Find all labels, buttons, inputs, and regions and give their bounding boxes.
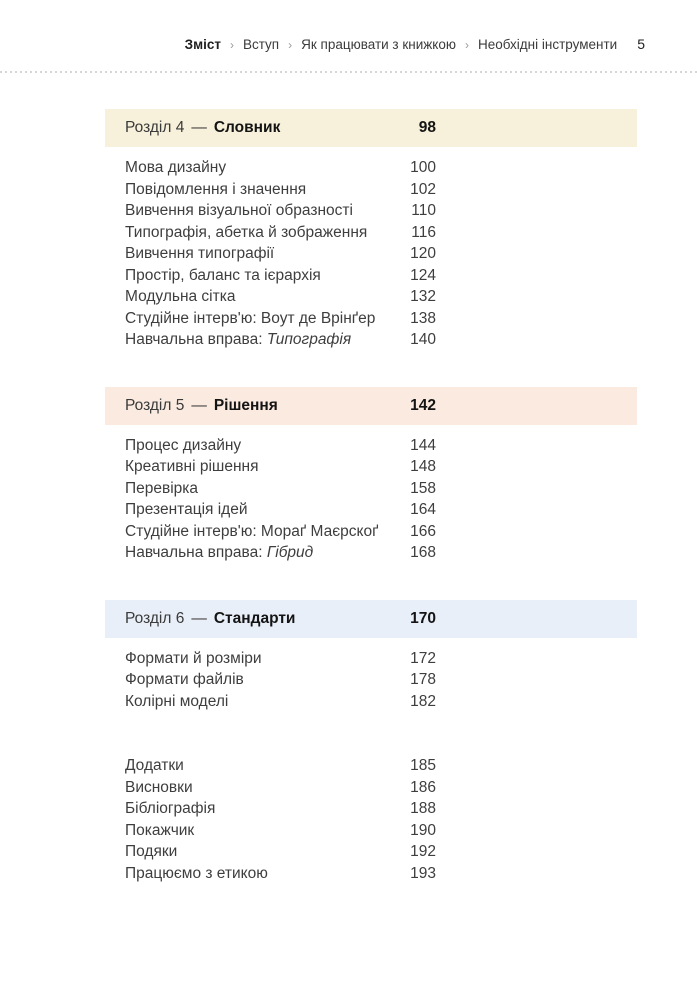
toc-item-label: Формати й розміри (125, 649, 262, 667)
section-header (105, 387, 637, 425)
toc-item-page-number: 158 (410, 479, 436, 497)
toc-item-label: Мова дизайну (125, 159, 227, 176)
toc-item-page-number: 144 (410, 436, 436, 454)
chapter-label: Розділ 5 (125, 396, 185, 414)
breadcrumb-separator-icon: › (229, 38, 234, 52)
toc-item (105, 179, 637, 201)
toc-item-page-number: 166 (410, 522, 436, 540)
toc-item-page-number: 148 (410, 458, 436, 475)
toc-item-label: Працюємо з етикою (125, 864, 268, 882)
toc-item-page-number: 186 (410, 778, 436, 796)
toc-item (105, 286, 637, 308)
dotted-divider (0, 71, 697, 73)
toc-item-label: Покажчик (125, 821, 195, 839)
breadcrumb-item: Вступ (242, 37, 280, 52)
toc-item (105, 777, 637, 799)
toc-item-page-number: 192 (410, 843, 436, 860)
chapter-title: Словник (213, 119, 281, 136)
toc-item-label: Додатки (125, 757, 184, 774)
toc-item-page-number: 100 (410, 159, 436, 176)
section-items (105, 435, 637, 564)
toc-item (105, 265, 637, 287)
chapter-page-number: 98 (418, 119, 436, 136)
toc-item-label: Вивчення типографії (125, 245, 275, 262)
toc-item-label: Модульна сітка (125, 288, 236, 305)
toc-item (105, 308, 637, 330)
toc-item-page-number: 110 (411, 202, 436, 219)
toc-item-label: Презентація ідей (125, 501, 248, 518)
toc-item-label: Студійне інтерв'ю: Мораґ Маєрскоґ (125, 522, 379, 540)
toc-item-label: Простір, баланс та ієрархія (125, 266, 321, 284)
toc-section-chapter-5 (105, 387, 637, 564)
back-matter-items (105, 755, 637, 884)
breadcrumb (0, 0, 697, 52)
toc-item-page-number: 188 (410, 800, 436, 817)
toc-item (105, 200, 637, 222)
breadcrumb-item: Зміст (184, 37, 221, 52)
toc-item (105, 755, 637, 777)
section-items (105, 648, 637, 713)
toc-item-page-number: 190 (410, 821, 436, 839)
toc-item-label: Подяки (125, 843, 178, 860)
toc-item (105, 456, 637, 478)
toc-item-page-number: 120 (410, 245, 436, 262)
chapter-label: Розділ 4 (125, 119, 185, 136)
toc-section-chapter-4 (105, 109, 637, 351)
dash: — (191, 396, 207, 414)
toc-item (105, 499, 637, 521)
section-items (105, 157, 637, 351)
breadcrumb-separator-icon: › (288, 38, 293, 52)
toc-item (105, 521, 637, 543)
toc-item (105, 542, 637, 564)
toc-item-page-number: 140 (410, 331, 436, 348)
toc-item-label: Висновки (125, 778, 193, 796)
toc-item-label: Повідомлення і значення (125, 180, 307, 198)
toc-section-chapter-6 (105, 600, 637, 713)
toc-item-page-number: 132 (410, 288, 436, 305)
toc-item (105, 222, 637, 244)
toc-item (105, 435, 637, 457)
toc-item-label: Креативні рішення (125, 458, 259, 475)
toc-item-label: Студійне інтерв'ю: Воут де Врінґер (125, 309, 376, 327)
toc-item (105, 478, 637, 500)
toc-item-label: Бібліографія (125, 800, 216, 817)
toc-item-page-number: 124 (410, 266, 436, 284)
toc-item (105, 863, 637, 885)
toc-item-label: Перевірка (125, 479, 199, 497)
toc-item-page-number: 138 (410, 309, 436, 327)
toc-item-page-number: 185 (410, 757, 436, 774)
dash: — (191, 119, 207, 136)
toc-item-page-number: 164 (410, 501, 436, 518)
breadcrumb-item: Як працювати з книжкою (301, 37, 456, 52)
toc-item-page-number: 193 (410, 864, 436, 882)
section-header (105, 600, 637, 638)
toc-item-page-number: 182 (410, 692, 436, 710)
chapter-title: Рішення (213, 396, 278, 414)
toc-item (105, 691, 637, 713)
toc-item-page-number: 102 (410, 180, 436, 198)
toc-item-page-number: 178 (410, 671, 436, 688)
breadcrumb-separator-icon: › (465, 38, 469, 52)
toc-item (105, 841, 637, 863)
chapter-label: Розділ 6 (125, 609, 185, 627)
toc-item (105, 648, 637, 670)
toc-item-page-number: 116 (411, 223, 436, 241)
toc-item-label: Формати файлів (125, 671, 244, 688)
toc-item-page-number: 168 (410, 544, 436, 561)
chapter-title: Стандарти (213, 609, 296, 627)
toc-content (105, 109, 637, 884)
section-header (105, 109, 637, 147)
chapter-page-number: 142 (410, 396, 436, 414)
toc-item (105, 243, 637, 265)
toc-item-label: Типографія, абетка й зображення (125, 223, 368, 241)
breadcrumb-item: Необхідні інструменти (478, 37, 618, 52)
toc-item (105, 669, 637, 691)
toc-item-page-number: 172 (410, 649, 436, 667)
toc-item-label: Навчальна вправа: Гібрид (125, 544, 314, 561)
toc-item-label: Вивчення візуальної образності (125, 202, 353, 219)
toc-item-label: Процес дизайну (125, 436, 242, 454)
chapter-page-number: 170 (410, 609, 436, 627)
toc-item-label: Колірні моделі (125, 692, 229, 710)
toc-item (105, 157, 637, 179)
dash: — (191, 609, 207, 627)
toc-item (105, 329, 637, 351)
toc-item (105, 820, 637, 842)
toc-item (105, 798, 637, 820)
toc-item-label: Навчальна вправа: Типографія (125, 331, 352, 348)
page-number: 5 (637, 36, 645, 52)
